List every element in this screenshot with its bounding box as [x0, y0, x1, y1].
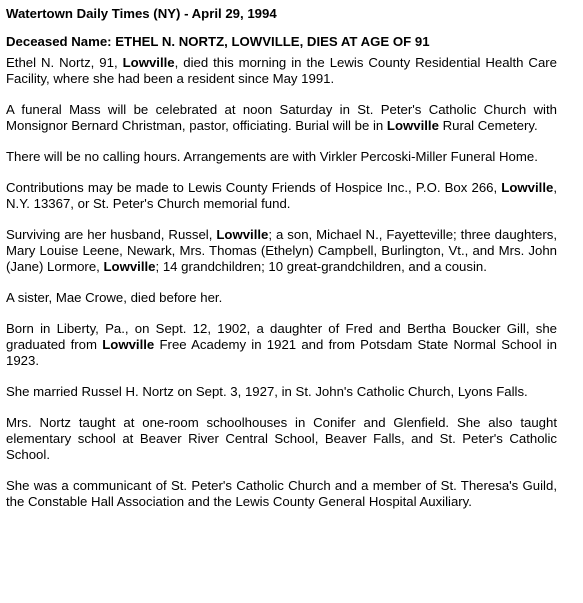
text-run: Rural Cemetery. [438, 118, 538, 133]
obituary-paragraph [6, 180, 557, 212]
obituary-paragraph [6, 478, 557, 510]
deceased-heading: Deceased Name: ETHEL N. NORTZ, LOWVILLE, DIES AT AGE OF 91 [6, 34, 430, 49]
obituary-body [6, 55, 557, 510]
text-run: ; 14 grandchildren; 10 great-grandchildren, and a cousin. [155, 259, 487, 274]
text-run: Free Academy in 1921 and from Potsdam State Normal School in 1923. [6, 337, 557, 368]
text-run: A sister, Mae Crowe, died before her. [6, 290, 223, 305]
highlighted-word: Lowville [216, 227, 269, 242]
text-run: There will be no calling hours. Arrangements are with Virkler Percoski-Miller Funeral Home. [6, 149, 538, 164]
text-run: She was a communicant of St. Peter's Catholic Church and a member of St. Theresa's Guild, the Constable Hall Association and the Lewis County General Hospital Auxiliary. [6, 478, 557, 509]
text-run: Surviving are her husband, Russel, [6, 227, 217, 242]
source-heading: Watertown Daily Times (NY) - April 29, 1994 [6, 6, 277, 21]
highlighted-word: Lowville [103, 259, 156, 274]
text-run: Mrs. Nortz taught at one-room schoolhouses in Conifer and Glenfield. She also taught elementary school at Beaver River Central School, Beaver Falls, and St. Peter's Catholic School. [6, 415, 557, 462]
obituary-paragraph [6, 149, 557, 165]
obituary-paragraph [6, 102, 557, 134]
text-run: Ethel N. Nortz, 91, [6, 55, 123, 70]
highlighted-word: Lowville [386, 118, 439, 133]
text-run: She married Russel H. Nortz on Sept. 3, 1927, in St. John's Catholic Church, Lyons Falls. [6, 384, 528, 399]
highlighted-word: Lowville [102, 337, 155, 352]
text-run: Contributions may be made to Lewis County Friends of Hospice Inc., P.O. Box 266, [6, 180, 502, 195]
obituary-paragraph [6, 321, 557, 369]
text-run: Born in Liberty, Pa., on Sept. 12, 1902, a daughter of Fred and Bertha Boucker Gill, she graduated from [6, 321, 557, 352]
highlighted-word: Lowville [501, 180, 554, 195]
obituary-paragraph [6, 415, 557, 463]
text-run: , N.Y. 13367, or St. Peter's Church memorial fund. [6, 180, 557, 211]
obituary-paragraph [6, 227, 557, 275]
obituary-paragraph [6, 55, 557, 87]
obituary-paragraph [6, 384, 557, 400]
text-run: ; a son, Michael N., Fayetteville; three daughters, Mary Louise Leene, Newark, Mrs. Thomas (Ethelyn) Campbell, Burlington, Vt., and Mrs. John (Jane) Lormore, [6, 227, 557, 274]
obituary-paragraph [6, 290, 557, 306]
text-run: , died this morning in the Lewis County Residential Health Care Facility, where she had been a resident since May 1991. [6, 55, 558, 86]
obituary-document [6, 4, 557, 510]
text-run: A funeral Mass will be celebrated at noon Saturday in St. Peter's Catholic Church with Monsignor Bernard Christman, pastor, officiating. Burial will be in [6, 102, 557, 133]
highlighted-word: Lowville [122, 55, 175, 70]
